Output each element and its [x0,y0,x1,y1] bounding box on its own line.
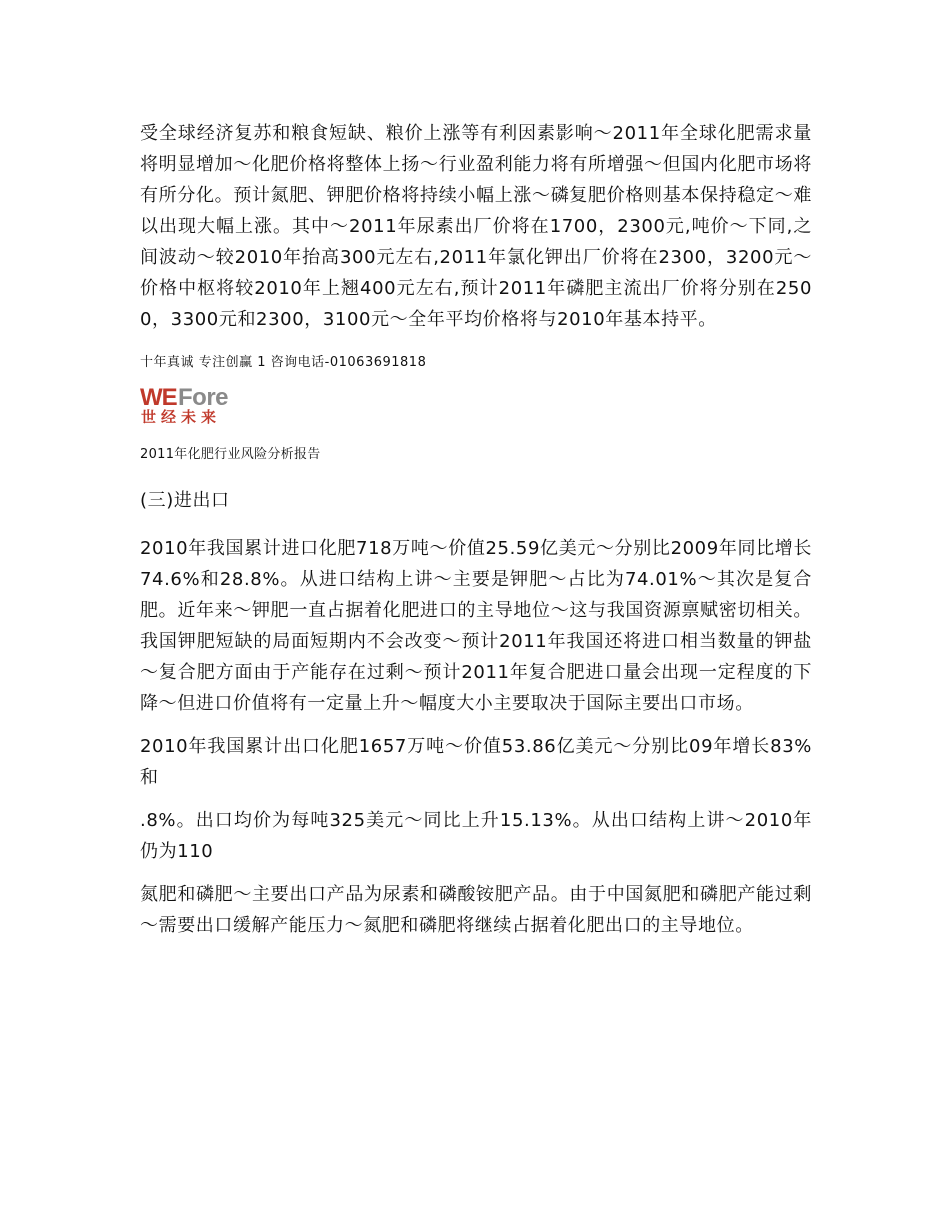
footer-slogan: 十年真诚 专注创赢 1 咨询电话-01063691818 [140,355,427,370]
paragraph-exports-2: .8%。出口均价为每吨325美元～同比上升15.13%。从出口结构上讲～2010年仍为110 [140,810,812,862]
svg-text:Fore: Fore [178,384,229,411]
svg-text:世经未来: 世经未来 [141,408,222,425]
paragraph-price-outlook: 受全球经济复苏和粮食短缺、粮价上涨等有利因素影响～2011年全球化肥需求量将明显增加～化肥价格将整体上扬～行业盈利能力将有所增强～但国内化肥市场将有所分化。预计氮肥、钾肥价格将持续小幅上涨～磷复肥价格则基本保持稳定～难以出现大幅上涨。其中～2011年尿素出厂价将在1700，2300元,吨价～下同,之间波动～较2010年抬高300元左右,2011年氯化钾出厂价将在2300，3200元～价格中枢将较2010年上翘400元左右,预计2011年磷肥主流出厂价将分别在2500，3300元和2300，3100元～全年平均价格将与2010年基本持平。 [140,123,812,330]
report-title: 2011年化肥行业风险分析报告 [140,447,321,462]
section-heading: (三)进出口 [140,490,230,511]
document-page [140,118,812,953]
paragraph-imports: 2010年我国累计进口化肥718万吨～价值25.59亿美元～分别比2009年同比增长74.6%和28.8%。从进口结构上讲～主要是钾肥～占比为74.01%～其次是复合肥。近年来～钾肥一直占据着化肥进口的主导地位～这与我国资源禀赋密切相关。我国钾肥短缺的局面短期内不会改变～预计2011年我国还将进口相当数量的钾盐～复合肥方面由于产能存在过剩～预计2011年复合肥进口量会出现一定程度的下降～但进口价值将有一定量上升～幅度大小主要取决于国际主要出口市场。 [140,538,812,714]
paragraph-exports-3: 氮肥和磷肥～主要出口产品为尿素和磷酸铵肥产品。由于中国氮肥和磷肥产能过剩～需要出口缓解产能压力～氮肥和磷肥将继续占据着化肥出口的主导地位。 [140,884,812,936]
weforce-logo [140,383,236,425]
paragraph-exports-1: 2010年我国累计出口化肥1657万吨～价值53.86亿美元～分别比09年增长83%和 [140,736,812,788]
svg-text:WE: WE [140,384,177,411]
